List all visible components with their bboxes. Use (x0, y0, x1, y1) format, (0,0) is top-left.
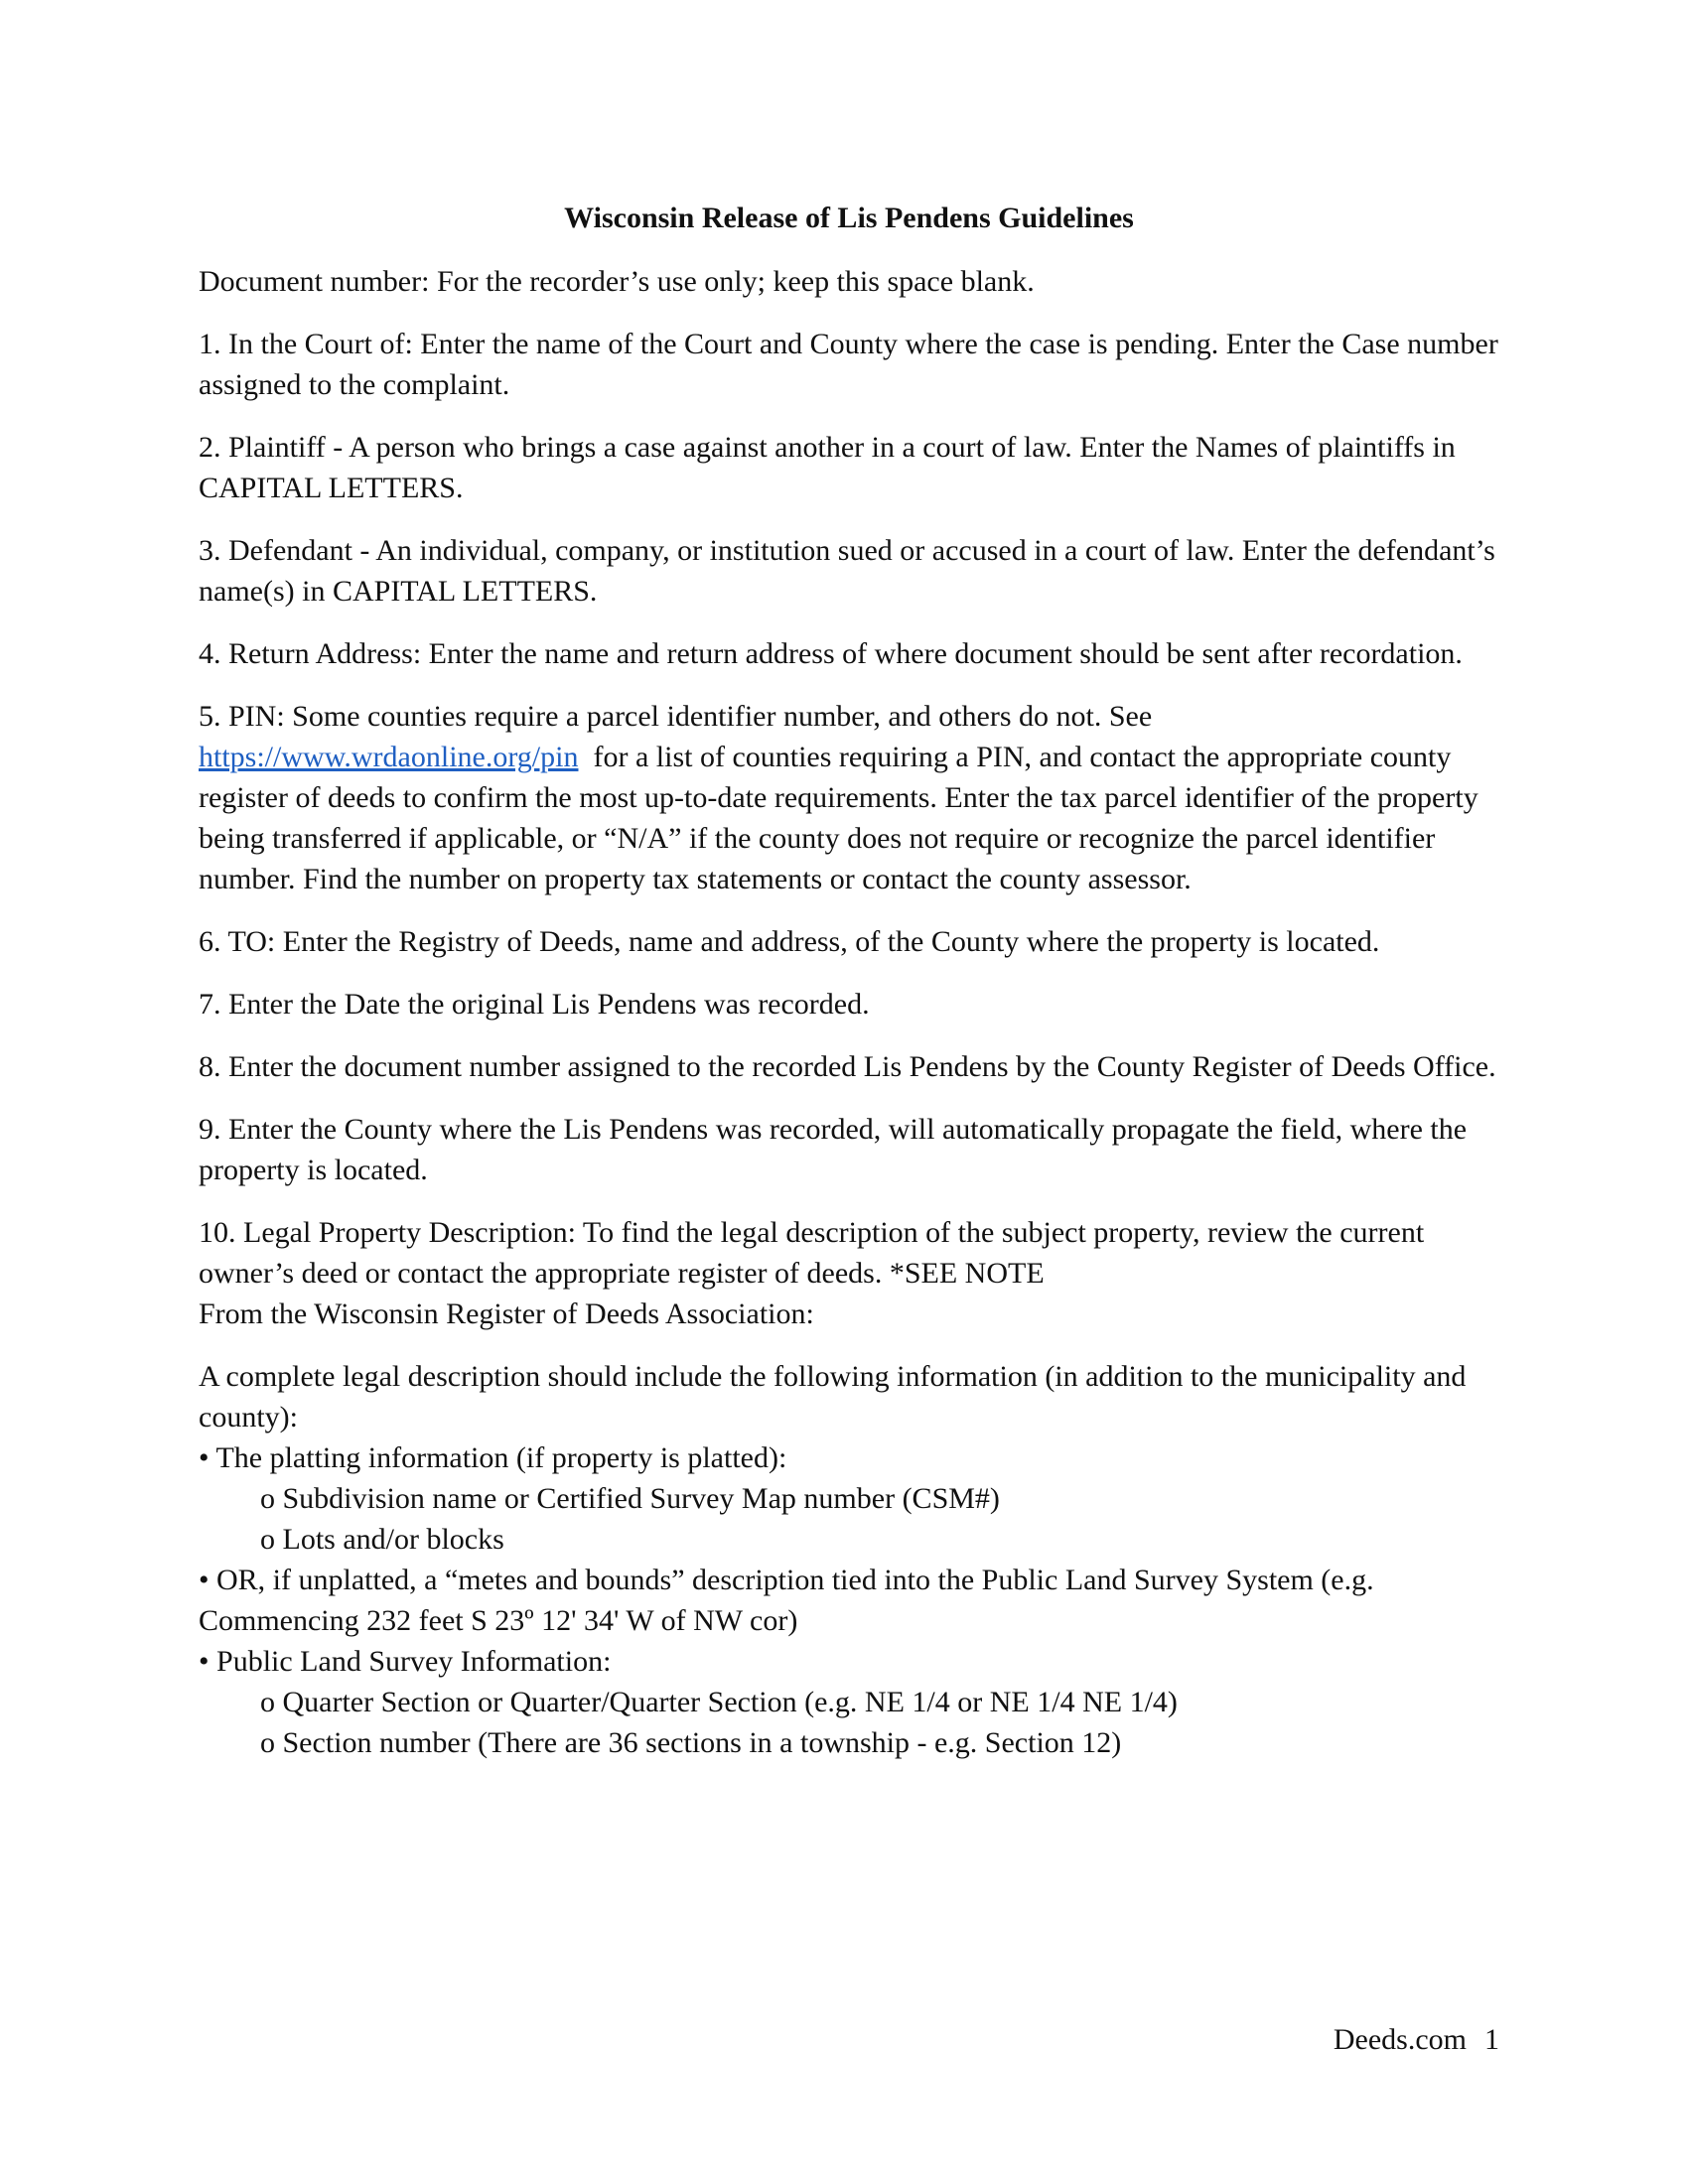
document-body (199, 261, 1499, 1763)
item-legal-description (199, 1212, 1499, 1334)
item-pin (199, 696, 1499, 899)
document-page (199, 0, 1499, 2184)
document-title: Wisconsin Release of Lis Pendens Guidelines (564, 202, 1134, 234)
association-source: From the Wisconsin Register of Deeds Association: (199, 1297, 814, 1330)
item-doc-number: 8. Enter the document number assigned to the recorded Lis Pendens by the County Register of Deeds Office. (199, 1050, 1496, 1083)
legal-info-block (199, 1356, 1499, 1763)
item-return-address: 4. Return Address: Enter the name and return address of where document should be sent after recordation. (199, 637, 1463, 670)
legal-info-line: • OR, if unplatted, a “metes and bounds” description tied into the Public Land Survey System (e.g. Commencing 232 feet S 23º 12' 34' W of NW cor) (199, 1564, 1374, 1637)
pin-link[interactable]: https://www.wrdaonline.org/pin (199, 741, 579, 773)
legal-info-line: o Lots and/or blocks (260, 1523, 504, 1556)
legal-info-intro: A complete legal description should include the following information (in addition to the municipality and county): (199, 1360, 1467, 1433)
legal-info-line: o Subdivision name or Certified Survey Map number (CSM#) (260, 1482, 1000, 1515)
legal-info-line: o Section number (There are 36 sections in a township - e.g. Section 12) (260, 1726, 1122, 1759)
item-pin-suffix: for a list of counties requiring a PIN, and contact the appropriate county register of deeds to confirm the most up-to-date requirements. Enter the tax parcel identifier of the property being transferred if applicable, or “N/A” if the county does not require or recognize the parcel identifier number. Find the number on property tax statements or contact the county assessor. (199, 741, 1478, 895)
legal-description-text: 10. Legal Property Description: To find the legal description of the subject property, review the current owner’s deed or contact the appropriate register of deeds. *SEE NOTE (199, 1216, 1425, 1290)
item-county: 9. Enter the County where the Lis Pendens was recorded, will automatically propagate the field, where the property is located. (199, 1113, 1468, 1186)
item-court: 1. In the Court of: Enter the name of the Court and County where the case is pending. Enter the Case number assigned to the complaint. (199, 328, 1498, 401)
item-defendant: 3. Defendant - An individual, company, or institution sued or accused in a court of law. Enter the defendant’s name(s) in CAPITAL LETTERS. (199, 534, 1495, 608)
legal-info-line: • Public Land Survey Information: (199, 1645, 612, 1678)
legal-info-line: o Quarter Section or Quarter/Quarter Section (e.g. NE 1/4 or NE 1/4 NE 1/4) (260, 1686, 1178, 1718)
item-pin-prefix: 5. PIN: Some counties require a parcel identifier number, and others do not. See (199, 700, 1153, 733)
page-footer (1334, 2023, 1499, 2057)
document-number-note: Document number: For the recorder’s use only; keep this space blank. (199, 265, 1035, 298)
legal-info-line: • The platting information (if property is platted): (199, 1441, 787, 1474)
item-date: 7. Enter the Date the original Lis Pendens was recorded. (199, 988, 870, 1021)
item-to: 6. TO: Enter the Registry of Deeds, name and address, of the County where the property is located. (199, 925, 1380, 958)
footer-brand: Deeds.com (1333, 2023, 1467, 2056)
footer-page-number: 1 (1484, 2023, 1499, 2056)
item-plaintiff: 2. Plaintiff - A person who brings a case against another in a court of law. Enter the Names of plaintiffs in CAPITAL LETTERS. (199, 431, 1456, 504)
